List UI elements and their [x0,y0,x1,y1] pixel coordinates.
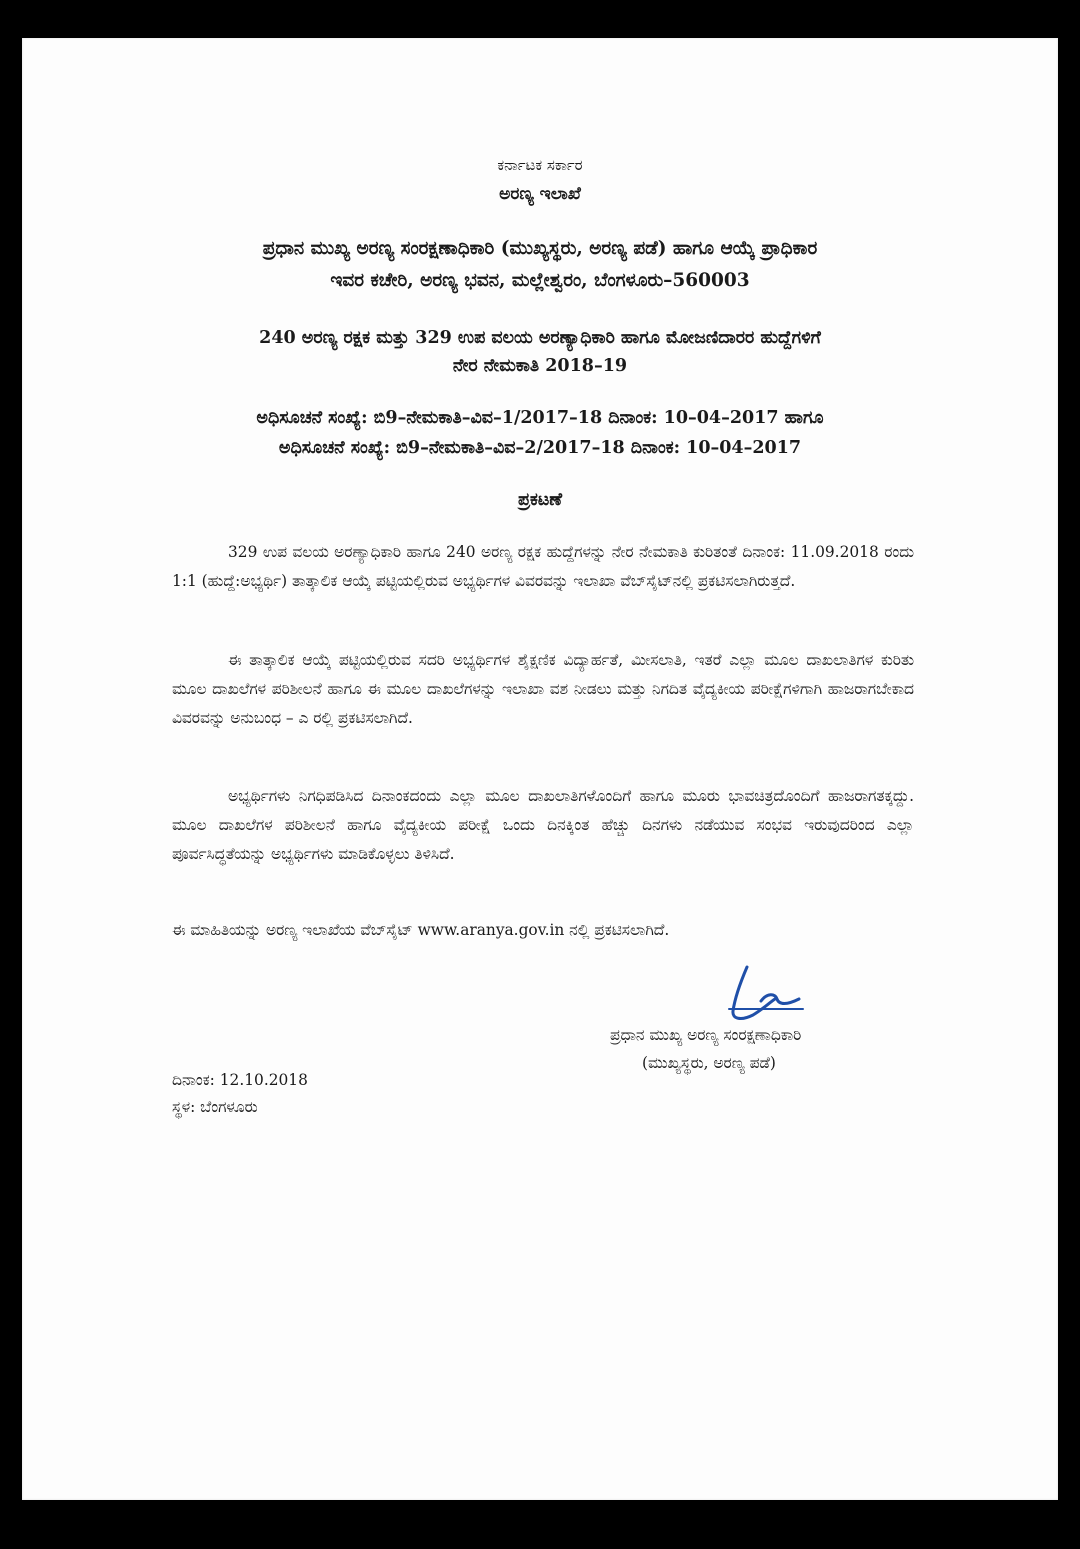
subject-line-2: ನೇರ ನೇಮಕಾತಿ 2018–19 [452,356,628,376]
signatory-designation: ಪ್ರಧಾನ ಮುಖ್ಯ ಅರಣ್ಯ ಸಂರಕ್ಷಣಾಧಿಕಾರಿ [610,1026,802,1044]
notification-reference-2: ಅಧಿಸೂಚನೆ ಸಂಖ್ಯೆ: ಬಿ9–ನೇಮಕಾತಿ–ವಿವ–2/2017–18 ದಿನಾಂಕ: 10–04–2017 [278,438,802,458]
government-name: ಕರ್ನಾಟಕ ಸರ್ಕಾರ [497,156,583,174]
body-paragraph-3: ಅಭ್ಯರ್ಥಿಗಳು ನಿಗಧಿಪಡಿಸಿದ ದಿನಾಂಕದಂದು ಎಲ್ಲಾ ಮೂಲ ದಾಖಲಾತಿಗಳೊಂದಿಗೆ ಹಾಗೂ ಮೂರು ಭಾವಚಿತ್ರದೊಂದಿಗೆ ಹಾಜರಾಗತಕ್ಕದ್ದು. ಮೂಲ ದಾಖಲೆಗಳ ಪರಿಶೀಲನೆ ಹಾಗೂ ವೈದ್ಯಕೀಯ ಪರೀಕ್ಷೆ ಒಂದು ದಿನಕ್ಕಿಂತ ಹೆಚ್ಚು ದಿನಗಳು ನಡೆಯುವ ಸಂಭವ ಇರುವುದರಿಂದ ಎಲ್ಲಾ ಪೂರ್ವಸಿದ್ಧತೆಯನ್ನು ಅಭ್ಯರ್ಥಿಗಳು ಮಾಡಿಕೊಳ್ಳಲು ತಿಳಿಸಿದೆ. [172,787,914,863]
office-title-line-2: ಇವರ ಕಚೇರಿ, ಅರಣ್ಯ ಭವನ, ಮಲ್ಲೇಶ್ವರಂ, ಬೆಂಗಳೂರು–560003 [330,270,750,291]
notification-reference-1: ಅಧಿಸೂಚನೆ ಸಂಖ್ಯೆ: ಬಿ9–ನೇಮಕಾತಿ–ವಿವ–1/2017–18 ದಿನಾಂಕ: 10–04–2017 ಹಾಗೂ [256,408,824,428]
notice-heading: ಪ್ರಕಟಣೆ [517,490,563,510]
signature-stroke-1 [733,967,775,1018]
body-paragraph-2: ಈ ತಾತ್ಕಾಲಿಕ ಆಯ್ಕೆ ಪಟ್ಟಿಯಲ್ಲಿರುವ ಸದರಿ ಅಭ್ಯರ್ಥಿಗಳ ಶೈಕ್ಷಣಿಕ ವಿದ್ಯಾರ್ಹತೆ, ಮೀಸಲಾತಿ, ಇತರೆ ಎಲ್ಲಾ ಮೂಲ ದಾಖಲಾತಿಗಳ ಕುರಿತು ಮೂಲ ದಾಖಲೆಗಳ ಪರಿಶೀಲನೆ ಹಾಗೂ ಈ ಮೂಲ ದಾಖಲೆಗಳನ್ನು ಇಲಾಖಾ ವಶ ನೀಡಲು ಮತ್ತು ನಿಗದಿತ ವೈದ್ಯಕೀಯ ಪರೀಕ್ಷೆಗಳಿಗಾಗಿ ಹಾಜರಾಗಬೇಕಾದ ವಿವರವನ್ನು ಅನುಬಂಧ – ಎ ರಲ್ಲಿ ಪ್ರಕಟಿಸಲಾಗಿದೆ. [172,651,914,727]
handwritten-signature [717,963,807,1023]
signature-stroke-2 [761,995,799,1004]
department-name: ಅರಣ್ಯ ಇಲಾಖೆ [499,184,581,204]
subject-line-1: 240 ಅರಣ್ಯ ರಕ್ಷಕ ಮತ್ತು 329 ಉಪ ವಲಯ ಅರಣ್ಯಾಧಿಕಾರಿ ಹಾಗೂ ಮೋಜಣಿದಾರರ ಹುದ್ದೆಗಳಿಗೆ [259,328,821,348]
issue-date: ದಿನಾಂಕ: 12.10.2018 [172,1071,308,1089]
body-paragraph-4: ಈ ಮಾಹಿತಿಯನ್ನು ಅರಣ್ಯ ಇಲಾಖೆಯ ವೆಬ್‌ಸೈಟ್ www.aranya.gov.in ನಲ್ಲಿ ಪ್ರಕಟಿಸಲಾಗಿದೆ. [172,921,670,939]
office-title-line-1: ಪ್ರಧಾನ ಮುಖ್ಯ ಅರಣ್ಯ ಸಂರಕ್ಷಣಾಧಿಕಾರಿ (ಮುಖ್ಯಸ್ಥರು, ಅರಣ್ಯ ಪಡೆ) ಹಾಗೂ ಆಯ್ಕೆ ಪ್ರಾಧಿಕಾರ [262,238,818,259]
document-page [22,38,1058,1500]
signatory-subtitle: (ಮುಖ್ಯಸ್ಥರು, ಅರಣ್ಯ ಪಡೆ) [642,1054,776,1072]
body-paragraph-1: 329 ಉಪ ವಲಯ ಅರಣ್ಯಾಧಿಕಾರಿ ಹಾಗೂ 240 ಅರಣ್ಯ ರಕ್ಷಕ ಹುದ್ದೆಗಳನ್ನು ನೇರ ನೇಮಕಾತಿ ಕುರಿತಂತೆ ದಿನಾಂಕ: 11.09.2018 ರಂದು 1:1 (ಹುದ್ದೆ:ಅಭ್ಯರ್ಥಿ) ತಾತ್ಕಾಲಿಕ ಆಯ್ಕೆ ಪಟ್ಟಿಯಲ್ಲಿರುವ ಅಭ್ಯರ್ಥಿಗಳ ವಿವರವನ್ನು ಇಲಾಖಾ ವೆಬ್‌ಸೈಟ್‌ನಲ್ಲಿ ಪ್ರಕಟಿಸಲಾಗಿರುತ್ತದೆ. [172,543,914,590]
issue-place: ಸ್ಥಳ: ಬೆಂಗಳೂರು [172,1098,258,1116]
